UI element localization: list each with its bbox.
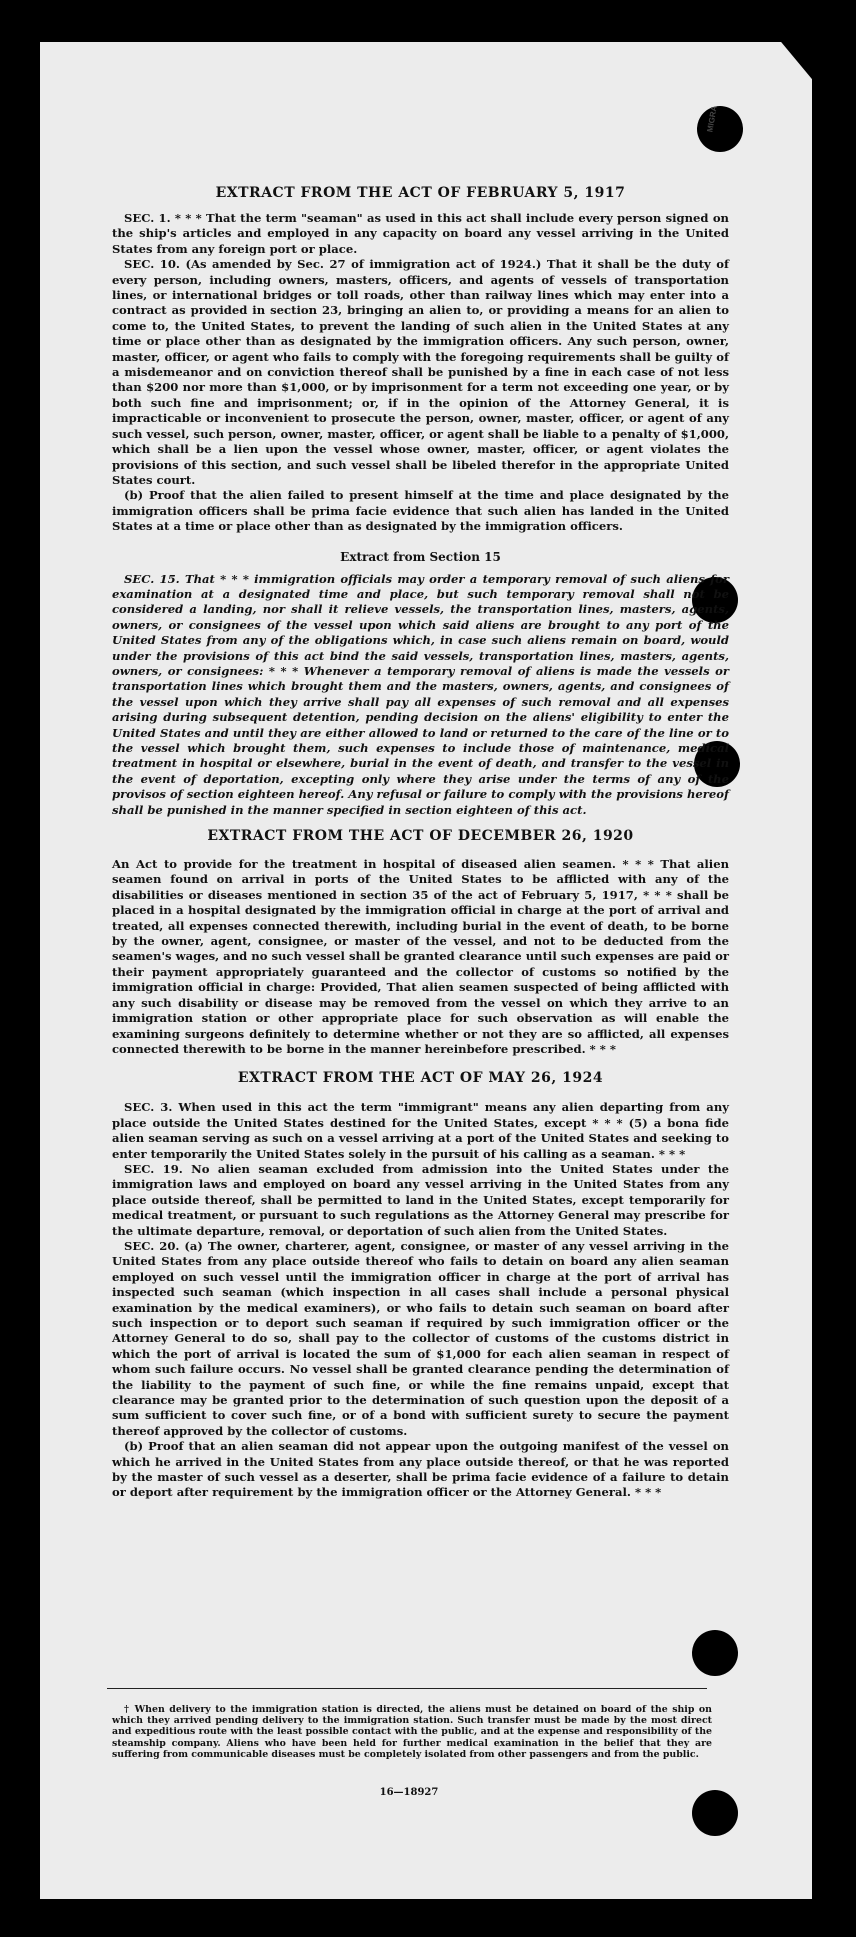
section-15: SEC. 15. That * * * immigration officials may order a temporary removal of such aliens for examination at a designated time and place, but such temporary removal shall not be considered a landing, nor shall it relieve vessels, the transportation lines, masters, agents, owners, or consignees of the vessel upon which said aliens are brought to any port of the United States from any of the obligations which, in case such aliens remain on board, would under the provisions of this act bind the said vessels, transportation lines, masters, agents, owners, or consignees: * * * Whenever a temporary removal of aliens is made the vessels or transportation lines which brought them and the masters, owners, agents, and consignees of the vessel upon which they arrive shall pay all expenses of such removal and all expenses arising during subsequent detention, pending decision on the aliens' eligibility to enter the United States and until they are either allowed to land or returned to the care of the line or to the vessel which brought them, such expenses to include those of maintenance, medical treatment in hospital or elsewhere, burial in the event of death, and transfer to the vessel in the event of deportation, excepting only where they arise under the terms of any of the provisos of section eighteen hereof. Any refusal or failure to comply with the provisions hereof shall be punished in the manner specified in section eighteen of this act.	[112, 571, 729, 817]
punch-hole	[692, 1790, 738, 1836]
subheading-section-15: Extract from Section 15	[340, 549, 501, 564]
section-19: SEC. 19. No alien seaman excluded from admission into the United States under the immigration laws and employed on board any vessel arriving in the United States from any place outside thereof, shall be permitted to land in the United States, except temporarily for medical treatment, or pursuant to such regulations as the Attorney General may prescribe for the ultimate departure, removal, or deportation of such alien from the United States.	[112, 1161, 729, 1238]
heading-act-1920: EXTRACT FROM THE ACT OF DECEMBER 26, 1920	[207, 828, 634, 845]
footnote	[112, 1704, 712, 1760]
heading-act-1924: EXTRACT FROM THE ACT OF MAY 26, 1924	[237, 1070, 604, 1087]
section-3: SEC. 3. When used in this act the term "immigrant" means any alien departing from any place outside the United States destined for the United States, except * * * (5) a bona fide alien seaman serving as such on a vessel arriving at a port of the United States and seeking to enter temporarily the United States solely in the pursuit of his calling as a seaman. * * *	[112, 1100, 729, 1161]
punch-hole	[692, 1630, 738, 1676]
footnote-divider	[107, 1688, 707, 1689]
footnote-text: † When delivery to the immigration station is directed, the aliens must be detained on board of the ship on which they arrived pending delivery to the immigration station. Such transfer must be made by the most direct and expeditious route with the least possible contact with the public, and at the expense and responsibility of the steamship company. Aliens who have been held for further medical examination in the belief that they are suffering from communicable diseases must be completely isolated from other passengers and from the public.	[112, 1704, 712, 1760]
section-20a: SEC. 20. (a) The owner, charterer, agent, consignee, or master of any vessel arriving in the United States from any place outside thereof who fails to detain on board any alien seaman employed on such vessel until the immigration officer in charge at the port of arrival has inspected such seaman (which inspection in all cases shall include a personal physical examination by the medical examiners), or who fails to detain such seaman on board after such inspection or to deport such seaman if required by such immigration officer or the Attorney General to do so, shall pay to the collector of customs of the customs district in which the port of arrival is located the sum of $1,000 for each alien seaman in respect of whom such failure occurs. No vessel shall be granted clearance pending the determination of the liability to the payment of such fine, or while the fine remains unpaid, except that clearance may be granted prior to the determination of such question upon the deposit of a sum sufficient to cover such fine, or of a bond with sufficient surety to secure the payment thereof approved by the collector of customs.	[112, 1238, 729, 1438]
heading-act-1917: EXTRACT FROM THE ACT OF FEBRUARY 5, 1917	[215, 185, 626, 201]
section-10: SEC. 10. (As amended by Sec. 27 of immigration act of 1924.) That it shall be the duty of every person, including owners, masters, officers, and agents of vessels of transportation lines, or international bridges or toll roads, other than railway lines which may enter into a contract as provided in section 23, bringing an alien to, or providing a means for an alien to come to, the United States, to prevent the landing of such alien in the United States at any time or place other than as designated by the immigration officers. Any such person, owner, master, officer, or agent who fails to comply with the foregoing requirements shall be guilty of a misdemeanor and on conviction thereof shall be punished by a fine in each case of not less than $200 nor more than $1,000, or by imprisonment for a term not exceeding one year, or by both such fine and imprisonment; or, if in the opinion of the Attorney General, it is impracticable or inconvenient to prosecute the person, owner, master, officer, or agent of any such vessel, such person, owner, master, officer, or agent shall be liable to a penalty of $1,000, which shall be a lien upon the vessel whose owner, master, officer, or agent violates the provisions of this section, and such vessel shall be libeled therefor in the appropriate United States court.	[112, 257, 729, 487]
section-1: SEC. 1. * * * That the term "seaman" as used in this act shall include every person signed on the ship's articles and employed in any capacity on board any vessel arriving in the United States from any foreign port or place.	[112, 211, 729, 256]
section-10b: (b) Proof that the alien failed to present himself at the time and place designated by the immigration officers shall be prima facie evidence that such alien has landed in the United States at a time or place other than as designated by the immigration officers.	[112, 488, 729, 534]
stamp-mark: MIGRA	[705, 104, 719, 133]
act-1920-text: An Act to provide for the treatment in hospital of diseased alien seamen. * * * That alien seamen found on arrival in ports of the United States to be afflicted with any of the disabilities or diseases mentioned in section 35 of the act of February 5, 1917, * * * shall be placed in a hospital designated by the immigration official in charge at the port of arrival and treated, all expenses connected therewith, including burial in the event of death, to be borne by the owner, agent, consignee, or master of the vessel, and not to be deducted from the seamen's wages, and no such vessel shall be granted clearance until such expenses are paid or their payment appropriately guaranteed and the collector of customs so notified by the immigration official in charge: Provided, That alien seamen suspected of being afflicted with any such disability or disease may be removed from the vessel on which they arrive to an immigration station or other appropriate place for such observation as will enable the examining surgeons definitely to determine whether or not they are so afflicted, all expenses connected therewith to be borne in the manner hereinbefore prescribed. * * *	[112, 857, 729, 1056]
section-20b: (b) Proof that an alien seaman did not appear upon the outgoing manifest of the vessel on which he arrived in the United States from any place outside thereof, or that he was reported by the master of such vessel as a deserter, shall be prima facie evidence of a failure to detain or deport after requirement by the immigration officer or the Attorney General. * * *	[112, 1439, 729, 1500]
form-number: 16—18927	[379, 1787, 439, 1798]
document-body	[112, 180, 729, 1501]
